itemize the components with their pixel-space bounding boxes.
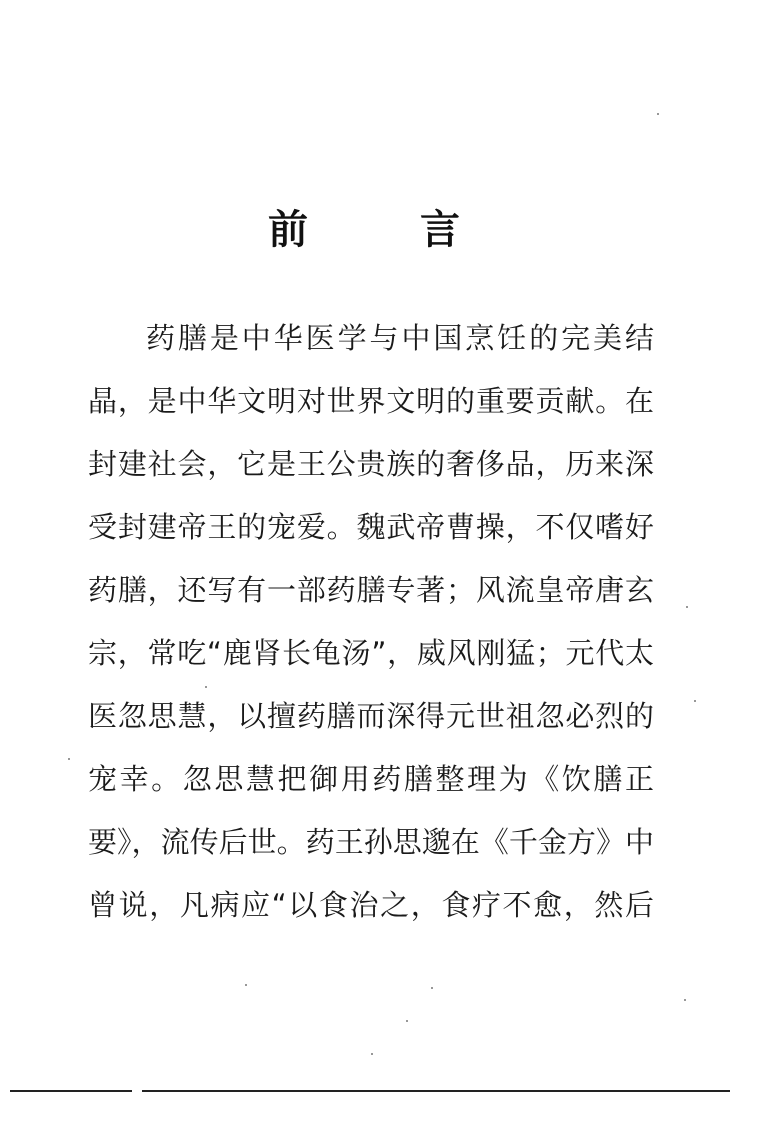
scan-speck [371, 1053, 373, 1055]
scan-speck [657, 113, 659, 115]
paragraph-line: 要》，流传后世。药王孙思邈在《千金方》中 [88, 825, 654, 859]
paragraph-line: 医忽思慧，以擅药膳而深得元世祖忽必烈的 [88, 699, 654, 733]
paragraph-line: 药膳是中华医学与中国烹饪的完美结 [146, 321, 654, 355]
scan-speck [406, 1020, 408, 1022]
scan-speck [68, 758, 70, 760]
scan-speck [686, 606, 688, 608]
scan-speck [684, 999, 686, 1001]
paragraph-line: 曾说，凡病应“以食治之，食疗不愈，然后 [88, 888, 654, 922]
scan-speck [431, 987, 433, 989]
page-title-char-2: 言 [420, 207, 460, 253]
bottom-rule [10, 1090, 730, 1092]
paragraph-line: 宗，常吃“鹿肾长龟汤”，威风刚猛；元代太 [88, 636, 654, 670]
scan-speck [694, 700, 696, 702]
page-title-char-1: 前 [268, 207, 308, 253]
paragraph-line: 受封建帝王的宠爱。魏武帝曹操，不仅嗜好 [88, 510, 654, 544]
paragraph-line: 宠幸。忽思慧把御用药膳整理为《饮膳正 [88, 762, 654, 796]
scan-speck [245, 984, 247, 986]
scan-speck [205, 686, 207, 688]
bottom-rule-gap [132, 1089, 142, 1093]
paragraph-line: 晶，是中华文明对世界文明的重要贡献。在 [88, 384, 654, 418]
paragraph-line: 封建社会，它是王公贵族的奢侈品，历来深 [88, 447, 654, 481]
paragraph-line: 药膳，还写有一部药膳专著；风流皇帝唐玄 [88, 573, 654, 607]
